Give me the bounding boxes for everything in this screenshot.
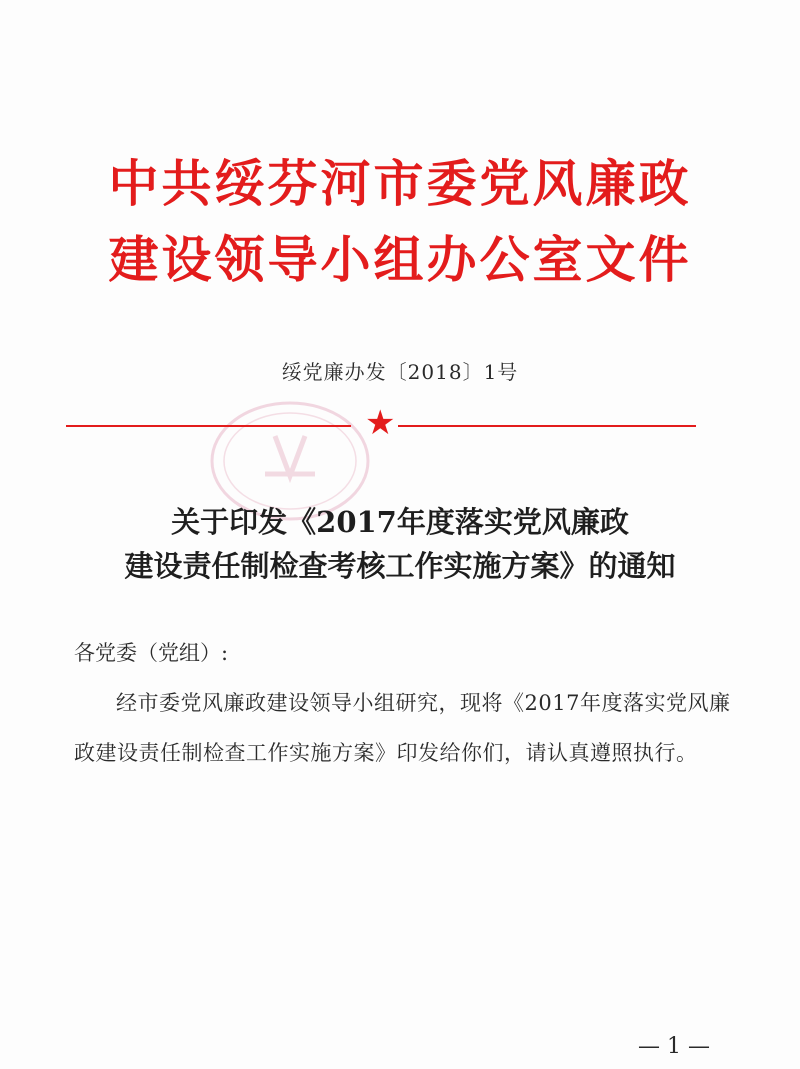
- red-star-icon: ★: [365, 403, 396, 443]
- divider-line-right: [398, 425, 696, 427]
- body-paragraph: 经市委党风廉政建设领导小组研究，现将《2017年度落实党风廉政建设责任制检查工作实施方案》印发给你们，请认真遵照执行。: [74, 691, 731, 765]
- salutation: 各党委（党组）:: [74, 641, 229, 665]
- document-body: [74, 628, 734, 778]
- header-line-1: 中共绥芬河市委党风廉政: [108, 155, 692, 213]
- divider-line-left: [66, 425, 351, 427]
- document-number: 绥党廉办发〔2018〕1号: [281, 360, 519, 384]
- header-line-2: 建设领导小组办公室文件: [108, 231, 692, 289]
- document-title: [40, 500, 760, 588]
- document-header: [60, 146, 740, 298]
- title-line-1: 关于印发《2017年度落实党风廉政: [171, 505, 629, 539]
- red-divider: [66, 403, 696, 443]
- title-line-2: 建设责任制检查考核工作实施方案》的通知: [124, 549, 676, 583]
- page-number: — 1 —: [638, 1034, 710, 1059]
